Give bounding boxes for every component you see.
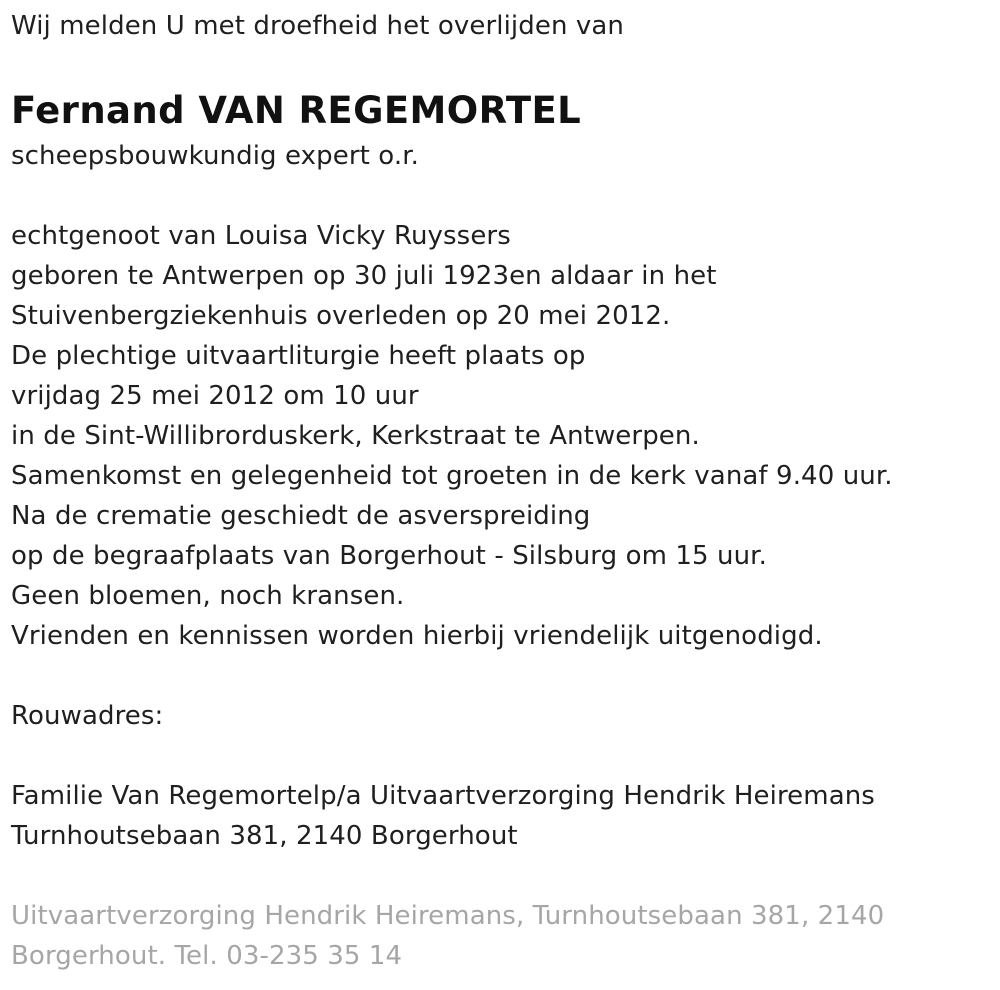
spacer	[11, 656, 986, 696]
body-line-death: Stuivenbergziekenhuis overleden op 20 mei 2012.	[11, 301, 671, 331]
death-notice	[11, 6, 986, 976]
notice-body	[11, 216, 986, 656]
intro-text: Wij melden U met droefheid het overlijden van	[11, 11, 624, 41]
footer-line: Uitvaartverzorging Hendrik Heiremans, Turnhoutsebaan 381, 2140	[11, 901, 885, 931]
funeral-home-footer	[11, 896, 986, 976]
deceased-name: Fernand VAN REGEMORTEL	[11, 89, 582, 132]
body-line-spouse: echtgenoot van Louisa Vicky Ruyssers	[11, 221, 511, 251]
spacer	[11, 856, 986, 896]
footer-line: Borgerhout. Tel. 03-235 35 14	[11, 941, 403, 971]
body-line-gathering: Samenkomst en gelegenheid tot groeten in de kerk vanaf 9.40 uur.	[11, 461, 893, 491]
body-line-cremation: Na de crematie geschiedt de asverspreiding	[11, 501, 591, 531]
body-line-birth: geboren te Antwerpen op 30 juli 1923en aldaar in het	[11, 261, 717, 291]
spacer	[11, 736, 986, 776]
deceased-title: scheepsbouwkundig expert o.r.	[11, 141, 419, 171]
body-line-invitation: Vrienden en kennissen worden hierbij vriendelijk uitgenodigd.	[11, 621, 823, 651]
mourning-address-line: Familie Van Regemortelp/a Uitvaartverzorging Hendrik Heiremans	[11, 781, 875, 811]
body-line-church: in de Sint-Willibrorduskerk, Kerkstraat te Antwerpen.	[11, 421, 700, 451]
mourning-address-label: Rouwadres:	[11, 701, 164, 731]
body-line-liturgy: De plechtige uitvaartliturgie heeft plaats op	[11, 341, 586, 371]
mourning-address	[11, 776, 986, 856]
body-line-cemetery: op de begraafplaats van Borgerhout - Silsburg om 15 uur.	[11, 541, 767, 571]
body-line-flowers: Geen bloemen, noch kransen.	[11, 581, 405, 611]
spacer	[11, 176, 986, 216]
mourning-address-line: Turnhoutsebaan 381, 2140 Borgerhout	[11, 821, 518, 851]
body-line-liturgy-date: vrijdag 25 mei 2012 om 10 uur	[11, 381, 419, 411]
